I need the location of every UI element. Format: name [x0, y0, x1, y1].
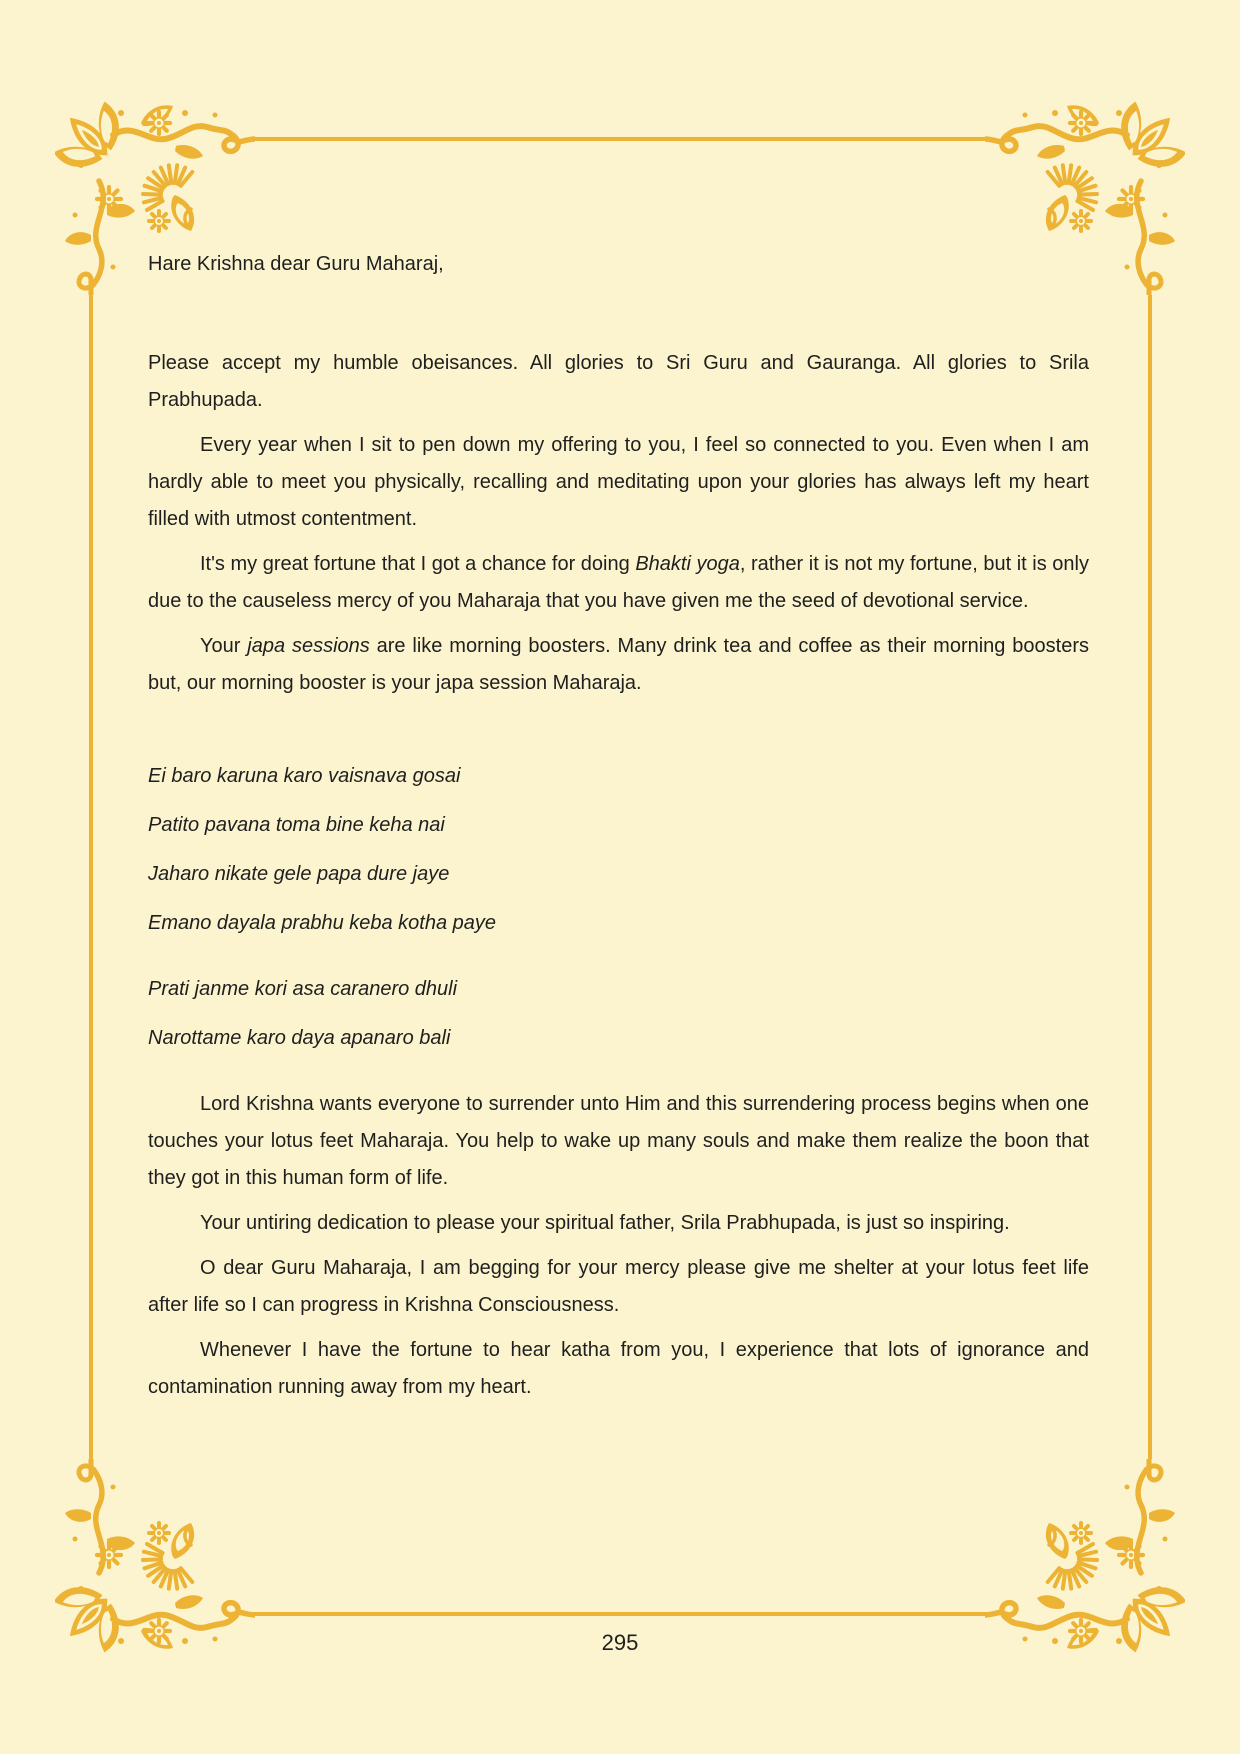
paragraph-begging-mercy: O dear Guru Maharaja, I am begging for your mercy please give me shelter at your lotus feet life after life so I can progress in Krishna Consciousness. [148, 1257, 1089, 1316]
italic-phrase-bhakti-yoga: Bhakti yoga [635, 553, 740, 575]
letter-greeting: Hare Krishna dear Guru Maharaj, [148, 253, 444, 275]
paragraph-hear-katha: Whenever I have the fortune to hear katha from you, I experience that lots of ignorance and contamination running away from my heart. [148, 1339, 1089, 1398]
paragraph-every-year: Every year when I sit to pen down my offering to you, I feel so connected to you. Even when I am hardly able to meet you physically, recalling and meditating upon your glories has always left my heart filled with utmost contentment. [148, 434, 1089, 530]
verse-line: Jaharo nikate gele papa dure jaye [148, 863, 450, 885]
paragraph-great-fortune-rest: , rather it is not my fortune, but it is only due to the causeless mercy of you Maharaja that you have given me the seed of devotional service. [148, 553, 1089, 612]
verse-line: Prati janme kori asa caranero dhuli [148, 978, 458, 1000]
paragraph-obeisances: Please accept my humble obeisances. All glories to Sri Guru and Gauranga. All glories to Srila Prabhupada. [148, 352, 1089, 411]
verse-line: Patito pavana toma bine keha nai [148, 814, 445, 836]
verse-stanza-2 [148, 971, 1089, 1057]
page-number: 295 [601, 1630, 639, 1655]
verse-stanza-1 [148, 758, 1089, 942]
italic-phrase-japa-sessions: japa sessions [247, 635, 370, 657]
paragraph-japa-sessions-rest: are like morning boosters. Many drink tea and coffee as their morning boosters but, our morning booster is your japa session Maharaja. [148, 635, 1090, 694]
paragraph-lord-krishna: Lord Krishna wants everyone to surrender unto Him and this surrendering process begins when one touches your lotus feet Maharaja. You help to wake up many souls and make them realize the boon that they got in this human form of life. [148, 1093, 1089, 1189]
frame-line-right [1148, 294, 1152, 1460]
paragraph-untiring-dedication: Your untiring dedication to please your spiritual father, Srila Prabhupada, is just so inspiring. [200, 1212, 1010, 1234]
paragraph-great-fortune [148, 546, 1089, 620]
frame-line-bottom [252, 1612, 988, 1616]
paragraph-japa-sessions-text: Your [200, 635, 248, 657]
frame-line-top [252, 137, 988, 141]
paragraph-japa-sessions [148, 628, 1089, 702]
paragraph-great-fortune-text: It's my great fortune that I got a chance for doing [200, 553, 636, 575]
frame-line-left [89, 294, 93, 1460]
letter-body [148, 246, 1089, 1414]
verse-line: Emano dayala prabhu keba kotha paye [148, 912, 497, 934]
verse-line: Narottame karo daya apanaro bali [148, 1027, 451, 1049]
verse-line: Ei baro karuna karo vaisnava gosai [148, 765, 461, 787]
